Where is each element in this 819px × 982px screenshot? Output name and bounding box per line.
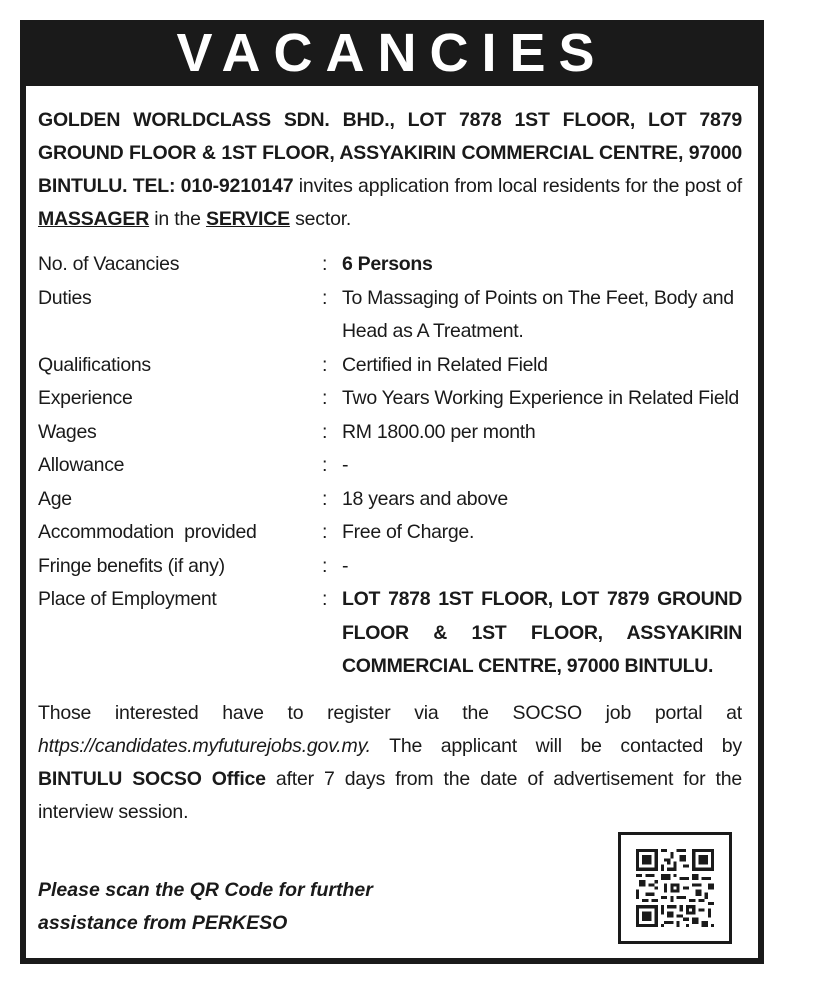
intro-text-1: invites application from local residents for the post of xyxy=(293,175,742,197)
detail-value: Certified in Related Field xyxy=(342,353,548,376)
detail-row-experience xyxy=(38,382,742,416)
detail-value: RM 1800.00 per month xyxy=(342,420,536,443)
detail-label: Place of Employment xyxy=(38,588,217,610)
page-title: VACANCIES xyxy=(176,23,608,83)
sector-name: SERVICE xyxy=(206,208,290,230)
scan-note: Please scan the QR Code for further assistance from PERKESO xyxy=(38,879,373,934)
detail-value: 18 years and above xyxy=(342,487,508,510)
detail-row-fringe-benefits xyxy=(38,550,742,584)
detail-colon: : xyxy=(322,487,328,510)
detail-row-place-of-employment xyxy=(38,583,742,684)
detail-label: Fringe benefits (if any) xyxy=(38,554,225,577)
post-name: MASSAGER xyxy=(38,208,150,230)
registration-paragraph xyxy=(38,697,742,829)
detail-value: To Massaging of Points on The Feet, Body and Head as A Treatment. xyxy=(342,286,734,342)
detail-colon: : xyxy=(322,454,328,476)
detail-label: Age xyxy=(38,487,72,510)
detail-label: No. of Vacancies xyxy=(38,253,180,275)
qr-code-icon xyxy=(636,849,714,927)
details-list xyxy=(38,248,742,684)
detail-value: Free of Charge. xyxy=(342,521,475,543)
advertisement-body xyxy=(26,86,758,958)
detail-colon: : xyxy=(322,521,328,543)
detail-row-wages xyxy=(38,416,742,450)
detail-label: Experience xyxy=(38,387,133,409)
socso-office: BINTULU SOCSO Office xyxy=(38,767,266,790)
company-details: GOLDEN WORLDCLASS SDN. BHD., LOT 7878 1ST FLOOR, LOT 7879 GROUND FLOOR & 1ST FLOOR, ASSYAKIRIN COMMERCIAL CENTRE, 97000 BINTULU. TEL: 010-9210147 xyxy=(38,109,742,197)
detail-row-duties xyxy=(38,282,742,349)
outro-text-1: Those interested have to register via the SOCSO job portal at xyxy=(38,701,742,724)
outro-text-3: after 7 days from the date of advertisement for the interview session. xyxy=(38,767,742,823)
outro-text-2: The applicant will be contacted by xyxy=(370,734,742,757)
detail-label: Accommodation provided xyxy=(38,521,257,543)
detail-row-age xyxy=(38,483,742,517)
detail-value: 6 Persons xyxy=(342,253,433,275)
detail-colon: : xyxy=(322,588,328,610)
detail-label: Allowance xyxy=(38,454,125,476)
qr-code-box[interactable] xyxy=(618,832,732,944)
detail-value: LOT 7878 1ST FLOOR, LOT 7879 GROUND FLOOR & 1ST FLOOR, ASSYAKIRIN COMMERCIAL CENTRE, 97000 BINTULU. xyxy=(342,588,742,677)
detail-colon: : xyxy=(322,353,328,376)
job-portal-link[interactable]: https://candidates.myfuturejobs.gov.my. xyxy=(38,734,371,757)
intro-paragraph xyxy=(38,104,742,236)
detail-label: Duties xyxy=(38,286,92,309)
detail-colon: : xyxy=(322,420,328,443)
intro-text-3: sector. xyxy=(289,208,352,230)
detail-label: Wages xyxy=(38,420,97,443)
detail-value: - xyxy=(342,454,349,476)
detail-label: Qualifications xyxy=(38,353,151,376)
detail-row-qualifications xyxy=(38,349,742,383)
detail-colon: : xyxy=(322,286,328,309)
detail-value: Two Years Working Experience in Related Field xyxy=(342,387,739,409)
detail-value: - xyxy=(342,554,349,577)
detail-colon: : xyxy=(322,554,328,577)
detail-row-allowance xyxy=(38,449,742,483)
detail-row-vacancies xyxy=(38,248,742,282)
detail-row-accommodation xyxy=(38,516,742,550)
intro-text-2: in the xyxy=(149,208,207,230)
detail-colon: : xyxy=(322,387,328,409)
detail-colon: : xyxy=(322,253,328,275)
advertisement-frame xyxy=(20,20,764,964)
